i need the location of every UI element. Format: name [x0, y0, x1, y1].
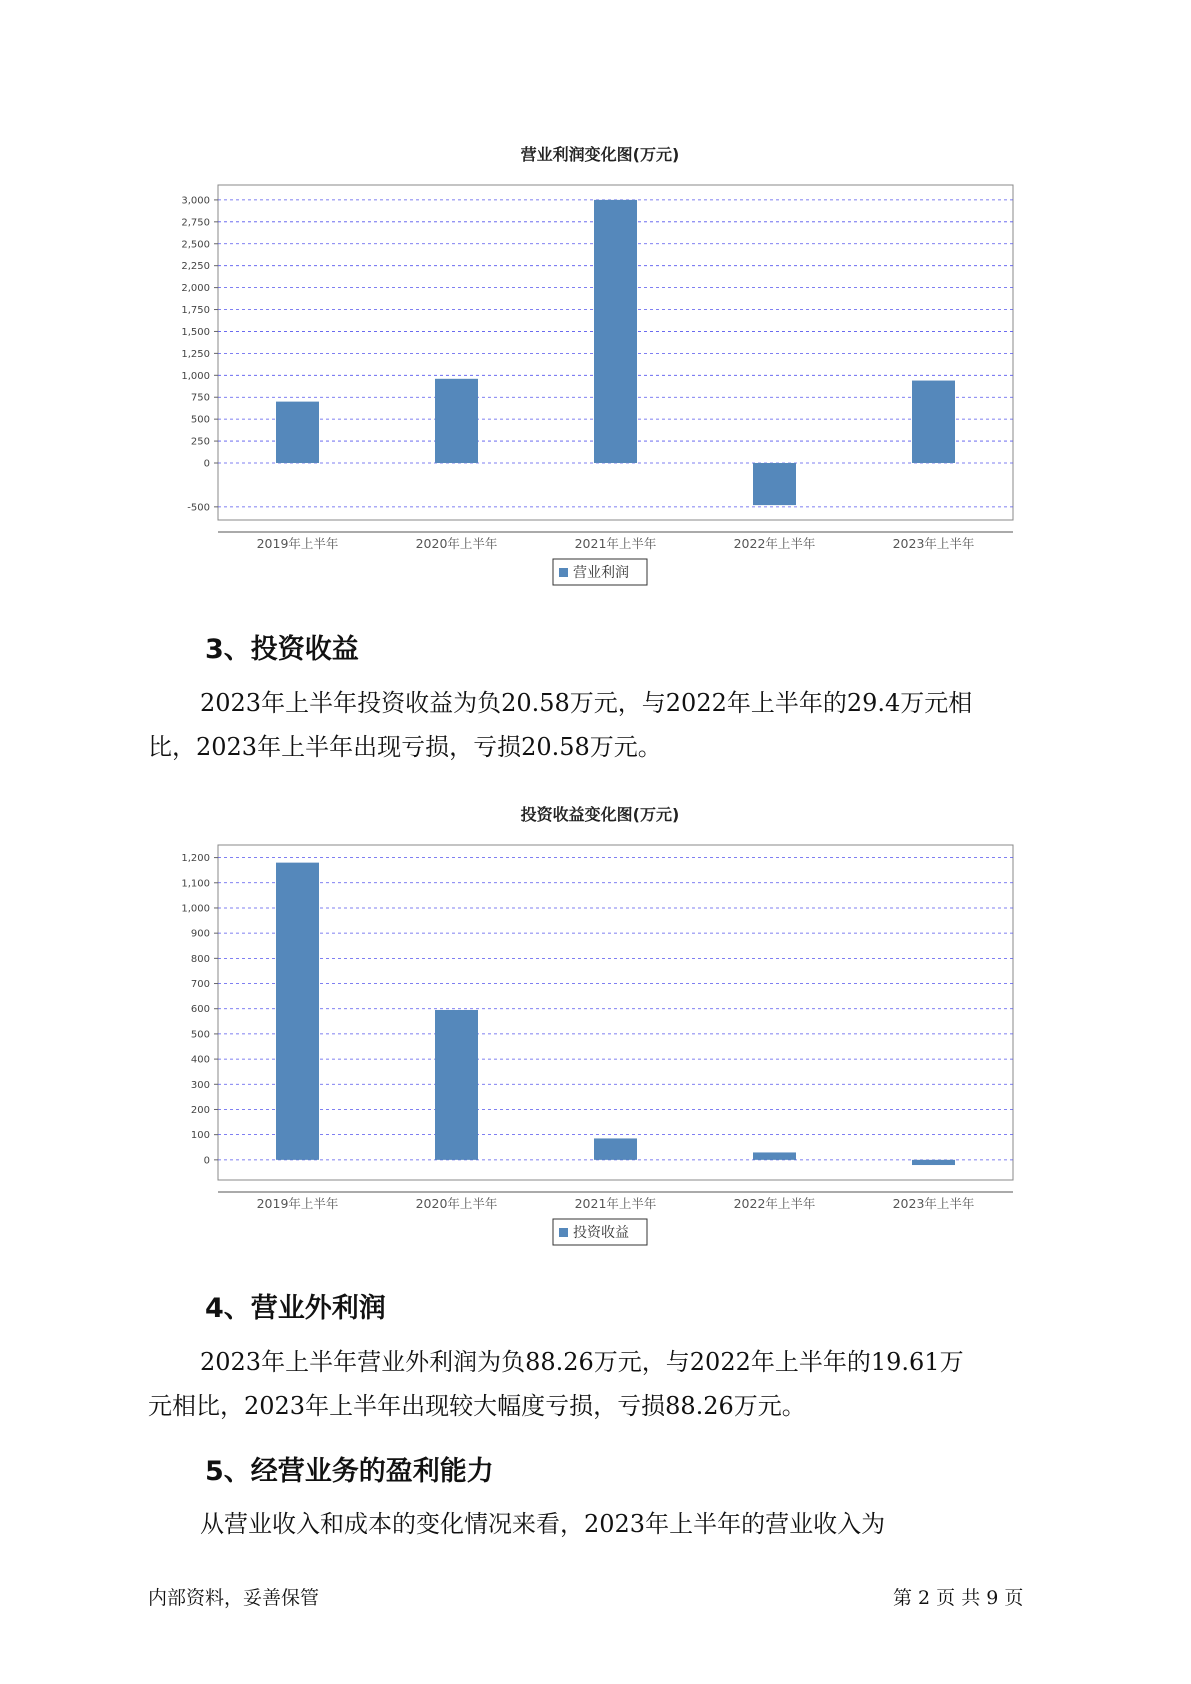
c1-bar-1	[276, 863, 319, 1160]
c0-y-tick-label: 1,500	[181, 326, 210, 338]
section-4-line-2: 元相比，2023年上半年出现较大幅度亏损，亏损88.26万元。	[148, 1392, 806, 1420]
c0-y-tick-label: 2,000	[181, 283, 210, 295]
c0-y-tick-label: 2,500	[181, 239, 210, 251]
c1-y-tick-label: 200	[190, 1104, 210, 1116]
c1-y-tick-label: 600	[190, 1004, 210, 1016]
c0-x-category-label: 2019年上半年	[256, 536, 339, 551]
c1-x-category-label: 2022年上半年	[733, 1196, 816, 1211]
section-5-paragraph	[148, 1502, 1068, 1546]
footer-confidential-note: 内部资料，妥善保管	[148, 1587, 320, 1609]
investment-income-chart-svg	[0, 790, 1191, 1250]
section-3-heading: 3、投资收益	[205, 634, 359, 665]
c1-y-tick-label: 0	[203, 1155, 210, 1167]
section-4-line-1: 2023年上半年营业外利润为负88.26万元，与2022年上半年的19.61万	[200, 1348, 964, 1376]
c0-y-tick-label: 2,750	[181, 217, 210, 229]
c0-chart-title: 营业利润变化图(万元)	[520, 145, 680, 164]
c1-y-tick-label: 800	[190, 953, 210, 965]
section-5-heading: 5、经营业务的盈利能力	[205, 1456, 494, 1487]
c1-bar-5	[912, 1160, 955, 1165]
c0-bar-1	[276, 402, 319, 463]
c0-legend-swatch	[559, 568, 568, 577]
section-4-paragraph	[148, 1340, 1068, 1428]
section-4-heading: 4、营业外利润	[205, 1293, 386, 1324]
c0-y-tick-label: 2,250	[181, 261, 210, 273]
c0-y-tick-label: 750	[190, 392, 210, 404]
c1-bar-2	[435, 1010, 478, 1160]
section-3-line-1: 2023年上半年投资收益为负20.58万元，与2022年上半年的29.4万元相	[200, 689, 973, 717]
c1-y-tick-label: 500	[190, 1029, 210, 1041]
c0-legend-label: 营业利润	[573, 565, 629, 581]
section-3-line-2: 比，2023年上半年出现亏损，亏损20.58万元。	[148, 733, 662, 761]
c1-y-tick-label: 1,000	[181, 903, 210, 915]
c0-x-category-label: 2020年上半年	[415, 536, 498, 551]
c0-y-tick-label: 500	[190, 414, 210, 426]
operating-profit-chart-svg	[0, 130, 1191, 590]
c0-y-tick-label: -500	[187, 502, 210, 514]
c1-x-category-label: 2023年上半年	[892, 1196, 975, 1211]
c1-y-tick-label: 400	[190, 1054, 210, 1066]
c1-bar-3	[594, 1138, 637, 1159]
c0-x-category-label: 2021年上半年	[574, 536, 657, 551]
c1-plot-area	[218, 845, 1013, 1180]
c0-bar-5	[912, 381, 955, 463]
operating-profit-chart	[0, 130, 1191, 590]
c1-legend-swatch	[559, 1228, 568, 1237]
c1-y-tick-label: 900	[190, 928, 210, 940]
c1-chart-title: 投资收益变化图(万元)	[520, 805, 680, 824]
c0-x-category-label: 2023年上半年	[892, 536, 975, 551]
c1-x-category-label: 2019年上半年	[256, 1196, 339, 1211]
c0-bar-4	[753, 463, 796, 505]
c0-bar-2	[435, 379, 478, 463]
c1-y-tick-label: 1,200	[181, 853, 210, 865]
c1-x-category-label: 2020年上半年	[415, 1196, 498, 1211]
c1-y-tick-label: 700	[190, 979, 210, 991]
c0-y-tick-label: 0	[203, 458, 210, 470]
section-5-line-1: 从营业收入和成本的变化情况来看，2023年上半年的营业收入为	[200, 1510, 886, 1538]
c0-x-category-label: 2022年上半年	[733, 536, 816, 551]
c1-y-tick-label: 300	[190, 1079, 210, 1091]
section-3-paragraph	[148, 681, 1068, 769]
c1-legend-label: 投资收益	[573, 1225, 629, 1241]
footer-page-number: 第 2 页 共 9 页	[893, 1587, 1024, 1609]
c0-y-tick-label: 1,750	[181, 305, 210, 317]
c0-y-tick-label: 250	[190, 436, 210, 448]
c0-y-tick-label: 1,250	[181, 348, 210, 360]
c1-x-category-label: 2021年上半年	[574, 1196, 657, 1211]
c0-y-tick-label: 3,000	[181, 195, 210, 207]
c0-bar-3	[594, 200, 637, 463]
c0-y-tick-label: 1,000	[181, 370, 210, 382]
investment-income-chart	[0, 790, 1191, 1250]
c1-y-tick-label: 100	[190, 1130, 210, 1142]
c1-y-tick-label: 1,100	[181, 878, 210, 890]
c1-bar-4	[753, 1152, 796, 1159]
